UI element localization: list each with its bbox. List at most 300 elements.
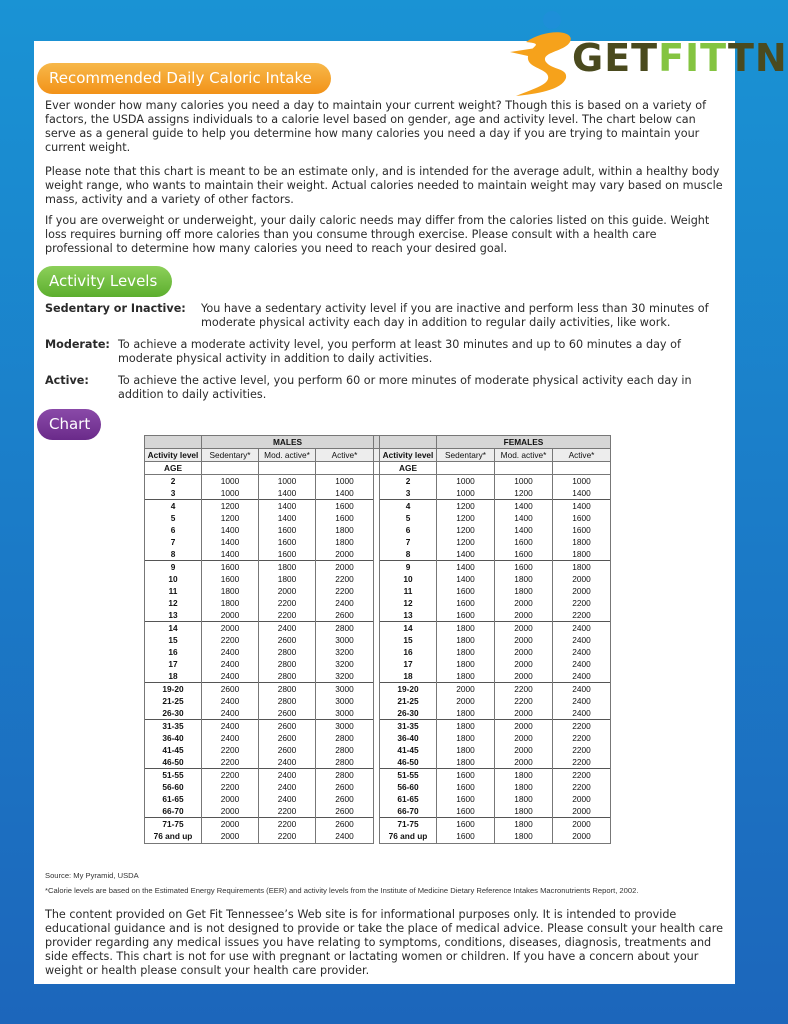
age-blank [495, 462, 553, 475]
age-cell-females: 2 [380, 475, 437, 488]
male-calorie-cell: 2800 [316, 756, 374, 769]
table-age-row [145, 462, 611, 475]
male-calorie-cell: 2000 [259, 585, 316, 597]
activity-moderate-term: Moderate: [45, 338, 110, 351]
female-calorie-cell: 2400 [553, 622, 611, 635]
female-calorie-cell: 2200 [553, 744, 611, 756]
age-label-females: AGE [380, 462, 437, 475]
male-calorie-cell: 1600 [316, 500, 374, 513]
female-calorie-cell: 2000 [437, 683, 495, 696]
female-calorie-cell: 1800 [553, 548, 611, 561]
table-row [145, 524, 611, 536]
age-cell-females: 61-65 [380, 793, 437, 805]
age-cell-females: 56-60 [380, 781, 437, 793]
age-blank [553, 462, 611, 475]
female-calorie-cell: 2000 [495, 634, 553, 646]
age-cell-males: 19-20 [145, 683, 202, 696]
male-calorie-cell: 2000 [202, 622, 259, 635]
female-calorie-cell: 1600 [437, 831, 495, 844]
female-calorie-cell: 2200 [553, 769, 611, 782]
male-calorie-cell: 3200 [316, 670, 374, 683]
male-calorie-cell: 2200 [316, 573, 374, 585]
female-calorie-cell: 2400 [553, 634, 611, 646]
female-calorie-cell: 1800 [437, 720, 495, 733]
male-calorie-cell: 2400 [202, 646, 259, 658]
age-cell-males: 4 [145, 500, 202, 513]
male-calorie-cell: 3000 [316, 683, 374, 696]
col-moderate-females: Mod. active* [495, 449, 553, 462]
table-row [145, 831, 611, 844]
male-calorie-cell: 1400 [202, 536, 259, 548]
male-calorie-cell: 2000 [316, 548, 374, 561]
age-cell-males: 61-65 [145, 793, 202, 805]
female-calorie-cell: 1400 [495, 500, 553, 513]
male-calorie-cell: 1600 [259, 524, 316, 536]
activity-sedentary-desc: You have a sedentary activity level if you are inactive and perform less than 30 minutes of moderate physical activity each day in addition to regular daily activities, like work. [201, 302, 709, 329]
male-calorie-cell: 2200 [202, 634, 259, 646]
age-cell-females: 26-30 [380, 707, 437, 720]
age-cell-males: 18 [145, 670, 202, 683]
header-blank-males [145, 436, 202, 449]
logo-wordmark [572, 36, 788, 80]
male-calorie-cell: 2600 [259, 634, 316, 646]
intro-paragraph-2: Please note that this chart is meant to be an estimate only, and is intended for the average adult, within a healthy body weight range, who wants to maintain their weight. Actual calories needed to maintain weight may vary based on muscle mass, activity and a variety of other factors. [45, 165, 723, 206]
age-cell-females: 10 [380, 573, 437, 585]
female-calorie-cell: 2400 [553, 707, 611, 720]
age-cell-females: 7 [380, 536, 437, 548]
age-cell-females: 46-50 [380, 756, 437, 769]
female-calorie-cell: 1200 [437, 536, 495, 548]
table-row [145, 707, 611, 720]
age-cell-females: 12 [380, 597, 437, 609]
age-cell-females: 9 [380, 561, 437, 574]
table-row [145, 609, 611, 622]
age-cell-males: 13 [145, 609, 202, 622]
table-row [145, 646, 611, 658]
male-calorie-cell: 1800 [259, 573, 316, 585]
male-calorie-cell: 1000 [259, 475, 316, 488]
age-cell-males: 46-50 [145, 756, 202, 769]
age-cell-males: 66-70 [145, 805, 202, 818]
male-calorie-cell: 2400 [202, 695, 259, 707]
female-calorie-cell: 1600 [437, 597, 495, 609]
male-calorie-cell: 1400 [259, 487, 316, 500]
male-calorie-cell: 1800 [316, 536, 374, 548]
female-calorie-cell: 2400 [553, 646, 611, 658]
male-calorie-cell: 1400 [259, 512, 316, 524]
age-cell-males: 41-45 [145, 744, 202, 756]
activity-section-header: Activity Levels [37, 266, 172, 297]
age-cell-males: 11 [145, 585, 202, 597]
male-calorie-cell: 2400 [202, 670, 259, 683]
male-calorie-cell: 2800 [316, 732, 374, 744]
table-row [145, 512, 611, 524]
male-calorie-cell: 2600 [316, 793, 374, 805]
age-cell-males: 36-40 [145, 732, 202, 744]
age-cell-males: 8 [145, 548, 202, 561]
age-cell-males: 71-75 [145, 818, 202, 831]
logo-runner-body-icon [516, 32, 571, 96]
female-calorie-cell: 2200 [553, 756, 611, 769]
table-row [145, 683, 611, 696]
male-calorie-cell: 1600 [202, 561, 259, 574]
age-cell-females: 13 [380, 609, 437, 622]
age-cell-females: 4 [380, 500, 437, 513]
table-row [145, 818, 611, 831]
age-cell-males: 7 [145, 536, 202, 548]
age-cell-males: 31-35 [145, 720, 202, 733]
col-sedentary-females: Sedentary* [437, 449, 495, 462]
female-calorie-cell: 1400 [437, 548, 495, 561]
female-calorie-cell: 1600 [437, 781, 495, 793]
table-row [145, 536, 611, 548]
female-calorie-cell: 2200 [553, 597, 611, 609]
table-row [145, 805, 611, 818]
male-calorie-cell: 2400 [259, 756, 316, 769]
table-row [145, 622, 611, 635]
male-calorie-cell: 2400 [259, 622, 316, 635]
male-calorie-cell: 3200 [316, 658, 374, 670]
female-calorie-cell: 2400 [553, 695, 611, 707]
male-calorie-cell: 1400 [316, 487, 374, 500]
male-calorie-cell: 2200 [202, 744, 259, 756]
female-calorie-cell: 2200 [495, 695, 553, 707]
table-row [145, 597, 611, 609]
male-calorie-cell: 3000 [316, 695, 374, 707]
female-calorie-cell: 2200 [553, 609, 611, 622]
male-calorie-cell: 2400 [202, 658, 259, 670]
logo-runner-head-icon [543, 11, 561, 29]
female-calorie-cell: 1600 [495, 548, 553, 561]
female-calorie-cell: 1200 [437, 500, 495, 513]
female-calorie-cell: 2000 [553, 585, 611, 597]
table-row [145, 695, 611, 707]
female-calorie-cell: 1600 [553, 512, 611, 524]
female-calorie-cell: 1200 [437, 524, 495, 536]
age-cell-males: 21-25 [145, 695, 202, 707]
female-calorie-cell: 2000 [495, 720, 553, 733]
male-calorie-cell: 2800 [259, 670, 316, 683]
male-calorie-cell: 2000 [202, 831, 259, 844]
footnote: *Calorie levels are based on the Estimated Energy Requirements (EER) and activity levels from the Institute of Medicine Dietary Reference Intakes Macronutrients Report, 2002. [45, 886, 639, 895]
age-label-males: AGE [145, 462, 202, 475]
male-calorie-cell: 1600 [259, 548, 316, 561]
col-sedentary-males: Sedentary* [202, 449, 259, 462]
activity-level-label-females: Activity level [380, 449, 437, 462]
male-calorie-cell: 2600 [259, 720, 316, 733]
male-calorie-cell: 2800 [259, 695, 316, 707]
age-cell-males: 26-30 [145, 707, 202, 720]
male-calorie-cell: 1400 [202, 548, 259, 561]
female-calorie-cell: 2000 [495, 622, 553, 635]
age-cell-females: 66-70 [380, 805, 437, 818]
male-calorie-cell: 2200 [202, 781, 259, 793]
age-cell-females: 41-45 [380, 744, 437, 756]
age-cell-females: 17 [380, 658, 437, 670]
female-calorie-cell: 2000 [495, 756, 553, 769]
col-moderate-males: Mod. active* [259, 449, 316, 462]
female-calorie-cell: 1800 [437, 622, 495, 635]
age-cell-females: 5 [380, 512, 437, 524]
female-calorie-cell: 1000 [437, 487, 495, 500]
male-calorie-cell: 2200 [259, 805, 316, 818]
male-calorie-cell: 2000 [202, 609, 259, 622]
table-row [145, 634, 611, 646]
male-calorie-cell: 2200 [316, 585, 374, 597]
male-calorie-cell: 2800 [316, 769, 374, 782]
chart-section-header: Chart [37, 409, 101, 440]
male-calorie-cell: 2400 [316, 597, 374, 609]
female-calorie-cell: 1800 [495, 793, 553, 805]
male-calorie-cell: 1600 [202, 573, 259, 585]
female-calorie-cell: 2000 [553, 805, 611, 818]
male-calorie-cell: 2400 [202, 707, 259, 720]
logo-text-fit: FIT [658, 36, 728, 80]
table-row [145, 585, 611, 597]
male-calorie-cell: 2600 [259, 744, 316, 756]
male-calorie-cell: 3000 [316, 634, 374, 646]
age-cell-females: 14 [380, 622, 437, 635]
intro-paragraph-3: If you are overweight or underweight, your daily caloric needs may differ from the calories listed on this guide. Weight loss requires burning off more calories than you consume through exercise. Please consult with a health care professional to determine how many calories you need to reach your desired goal. [45, 214, 710, 255]
female-calorie-cell: 2400 [553, 683, 611, 696]
activity-sedentary-term: Sedentary or Inactive: [45, 302, 186, 315]
male-calorie-cell: 1400 [259, 500, 316, 513]
male-calorie-cell: 2800 [259, 646, 316, 658]
male-calorie-cell: 2000 [202, 818, 259, 831]
male-calorie-cell: 2800 [259, 683, 316, 696]
female-calorie-cell: 1800 [437, 658, 495, 670]
female-calorie-cell: 2000 [553, 831, 611, 844]
female-calorie-cell: 1800 [495, 818, 553, 831]
female-calorie-cell: 1800 [495, 769, 553, 782]
logo-text-tn: TN [727, 36, 788, 80]
female-calorie-cell: 1800 [495, 831, 553, 844]
female-calorie-cell: 1600 [437, 818, 495, 831]
female-calorie-cell: 2000 [495, 732, 553, 744]
age-cell-males: 5 [145, 512, 202, 524]
table-row [145, 732, 611, 744]
male-calorie-cell: 2600 [316, 781, 374, 793]
females-header: FEMALES [437, 436, 611, 449]
female-calorie-cell: 2000 [495, 670, 553, 683]
male-calorie-cell: 2400 [202, 732, 259, 744]
male-calorie-cell: 2200 [259, 597, 316, 609]
female-calorie-cell: 2000 [553, 793, 611, 805]
female-calorie-cell: 1800 [495, 805, 553, 818]
intro-paragraph-1: Ever wonder how many calories you need a day to maintain your current weight? Though this is based on a variety of factors, the USDA assigns individuals to a calorie level based on gender, age and activity level. The chart below can serve as a general guide to help you determine how many calories you need a day if you are trying to maintain your current weight. [45, 99, 707, 154]
table-subheader-row [145, 449, 611, 462]
table-row [145, 561, 611, 574]
male-calorie-cell: 2800 [316, 744, 374, 756]
male-calorie-cell: 1800 [202, 597, 259, 609]
intake-section-header: Recommended Daily Caloric Intake [37, 63, 331, 94]
age-cell-females: 6 [380, 524, 437, 536]
table-row [145, 658, 611, 670]
age-cell-females: 3 [380, 487, 437, 500]
table-row [145, 487, 611, 500]
table-row [145, 769, 611, 782]
male-calorie-cell: 2200 [259, 609, 316, 622]
age-cell-males: 9 [145, 561, 202, 574]
female-calorie-cell: 1000 [553, 475, 611, 488]
female-calorie-cell: 1800 [495, 781, 553, 793]
male-calorie-cell: 1000 [202, 475, 259, 488]
male-calorie-cell: 1000 [316, 475, 374, 488]
age-cell-females: 71-75 [380, 818, 437, 831]
male-calorie-cell: 2000 [202, 805, 259, 818]
table-row [145, 756, 611, 769]
male-calorie-cell: 1200 [202, 512, 259, 524]
male-calorie-cell: 2800 [316, 622, 374, 635]
female-calorie-cell: 1600 [553, 524, 611, 536]
male-calorie-cell: 3000 [316, 707, 374, 720]
male-calorie-cell: 1600 [259, 536, 316, 548]
female-calorie-cell: 1800 [437, 670, 495, 683]
activity-active-term: Active: [45, 374, 89, 387]
female-calorie-cell: 2000 [553, 573, 611, 585]
disclaimer-paragraph: The content provided on Get Fit Tennessee’s Web site is for informational purposes only. It is intended to provide educational guidance and is not designed to provide or take the place of medical advice. Please consult your health care provider regarding any medical issues you have relating to symptoms, conditions, diseases, diagnosis, treatments and side effects. This chart is not for use with pregnant or lactating women or children. If you have a concern about your weight or health please consult your health care provider. [45, 908, 723, 977]
age-cell-males: 14 [145, 622, 202, 635]
male-calorie-cell: 1400 [202, 524, 259, 536]
age-blank [316, 462, 374, 475]
age-cell-females: 21-25 [380, 695, 437, 707]
age-cell-females: 51-55 [380, 769, 437, 782]
female-calorie-cell: 1000 [437, 475, 495, 488]
table-row [145, 793, 611, 805]
male-calorie-cell: 1800 [202, 585, 259, 597]
male-calorie-cell: 1800 [259, 561, 316, 574]
male-calorie-cell: 2400 [316, 831, 374, 844]
female-calorie-cell: 2200 [495, 683, 553, 696]
female-calorie-cell: 1000 [495, 475, 553, 488]
female-calorie-cell: 2200 [553, 732, 611, 744]
table-header-row [145, 436, 611, 449]
male-calorie-cell: 2400 [259, 793, 316, 805]
age-cell-males: 76 and up [145, 831, 202, 844]
female-calorie-cell: 1800 [437, 707, 495, 720]
female-calorie-cell: 1600 [495, 536, 553, 548]
female-calorie-cell: 1800 [437, 646, 495, 658]
female-calorie-cell: 2400 [553, 658, 611, 670]
female-calorie-cell: 1600 [437, 805, 495, 818]
table-row [145, 500, 611, 513]
female-calorie-cell: 1600 [437, 609, 495, 622]
male-calorie-cell: 2600 [202, 683, 259, 696]
male-calorie-cell: 2200 [259, 831, 316, 844]
age-cell-females: 15 [380, 634, 437, 646]
female-calorie-cell: 2000 [553, 818, 611, 831]
female-calorie-cell: 2000 [495, 658, 553, 670]
calorie-table [144, 435, 611, 844]
female-calorie-cell: 1800 [495, 585, 553, 597]
female-calorie-cell: 2000 [495, 609, 553, 622]
female-calorie-cell: 1400 [495, 512, 553, 524]
female-calorie-cell: 2200 [553, 720, 611, 733]
age-cell-females: 19-20 [380, 683, 437, 696]
age-cell-males: 56-60 [145, 781, 202, 793]
male-calorie-cell: 2400 [259, 769, 316, 782]
female-calorie-cell: 2000 [495, 597, 553, 609]
male-calorie-cell: 1800 [316, 524, 374, 536]
female-calorie-cell: 1800 [437, 634, 495, 646]
table-row [145, 670, 611, 683]
age-cell-males: 3 [145, 487, 202, 500]
female-calorie-cell: 1400 [553, 487, 611, 500]
female-calorie-cell: 2000 [437, 695, 495, 707]
male-calorie-cell: 2600 [259, 707, 316, 720]
male-calorie-cell: 2800 [259, 658, 316, 670]
female-calorie-cell: 1600 [437, 769, 495, 782]
female-calorie-cell: 1400 [437, 561, 495, 574]
male-calorie-cell: 2200 [202, 756, 259, 769]
age-cell-females: 31-35 [380, 720, 437, 733]
age-cell-males: 10 [145, 573, 202, 585]
female-calorie-cell: 1800 [437, 756, 495, 769]
col-active-males: Active* [316, 449, 374, 462]
male-calorie-cell: 2000 [202, 793, 259, 805]
table-row [145, 744, 611, 756]
col-active-females: Active* [553, 449, 611, 462]
female-calorie-cell: 1400 [495, 524, 553, 536]
male-calorie-cell: 2400 [259, 781, 316, 793]
header-blank-females [380, 436, 437, 449]
activity-moderate-desc: To achieve a moderate activity level, you perform at least 30 minutes and up to 60 minutes a day of moderate physical activity in addition to daily activities. [118, 338, 681, 365]
male-calorie-cell: 1000 [202, 487, 259, 500]
male-calorie-cell: 2600 [316, 818, 374, 831]
female-calorie-cell: 1600 [437, 793, 495, 805]
female-calorie-cell: 2000 [495, 646, 553, 658]
activity-level-label-males: Activity level [145, 449, 202, 462]
logo-text-get: GET [572, 36, 659, 80]
female-calorie-cell: 1800 [553, 536, 611, 548]
female-calorie-cell: 2000 [495, 707, 553, 720]
males-header: MALES [202, 436, 374, 449]
female-calorie-cell: 1200 [437, 512, 495, 524]
male-calorie-cell: 2600 [316, 805, 374, 818]
female-calorie-cell: 1200 [495, 487, 553, 500]
male-calorie-cell: 2600 [316, 609, 374, 622]
male-calorie-cell: 2200 [259, 818, 316, 831]
activity-active-desc: To achieve the active level, you perform 60 or more minutes of moderate physical activity each day in addition to daily activities. [118, 374, 692, 401]
age-cell-females: 76 and up [380, 831, 437, 844]
table-row [145, 475, 611, 488]
age-cell-females: 36-40 [380, 732, 437, 744]
female-calorie-cell: 1400 [553, 500, 611, 513]
age-cell-females: 18 [380, 670, 437, 683]
table-row [145, 781, 611, 793]
female-calorie-cell: 2400 [553, 670, 611, 683]
female-calorie-cell: 1800 [437, 732, 495, 744]
female-calorie-cell: 1400 [437, 573, 495, 585]
age-cell-males: 17 [145, 658, 202, 670]
male-calorie-cell: 1200 [202, 500, 259, 513]
age-blank [437, 462, 495, 475]
age-cell-males: 15 [145, 634, 202, 646]
female-calorie-cell: 2000 [495, 744, 553, 756]
female-calorie-cell: 1800 [495, 573, 553, 585]
age-blank [259, 462, 316, 475]
table-row [145, 720, 611, 733]
age-cell-males: 2 [145, 475, 202, 488]
male-calorie-cell: 2000 [316, 561, 374, 574]
male-calorie-cell: 2200 [202, 769, 259, 782]
male-calorie-cell: 1600 [316, 512, 374, 524]
male-calorie-cell: 3200 [316, 646, 374, 658]
male-calorie-cell: 2600 [259, 732, 316, 744]
male-calorie-cell: 2400 [202, 720, 259, 733]
source-note: Source: My Pyramid, USDA [45, 871, 139, 880]
female-calorie-cell: 2200 [553, 781, 611, 793]
